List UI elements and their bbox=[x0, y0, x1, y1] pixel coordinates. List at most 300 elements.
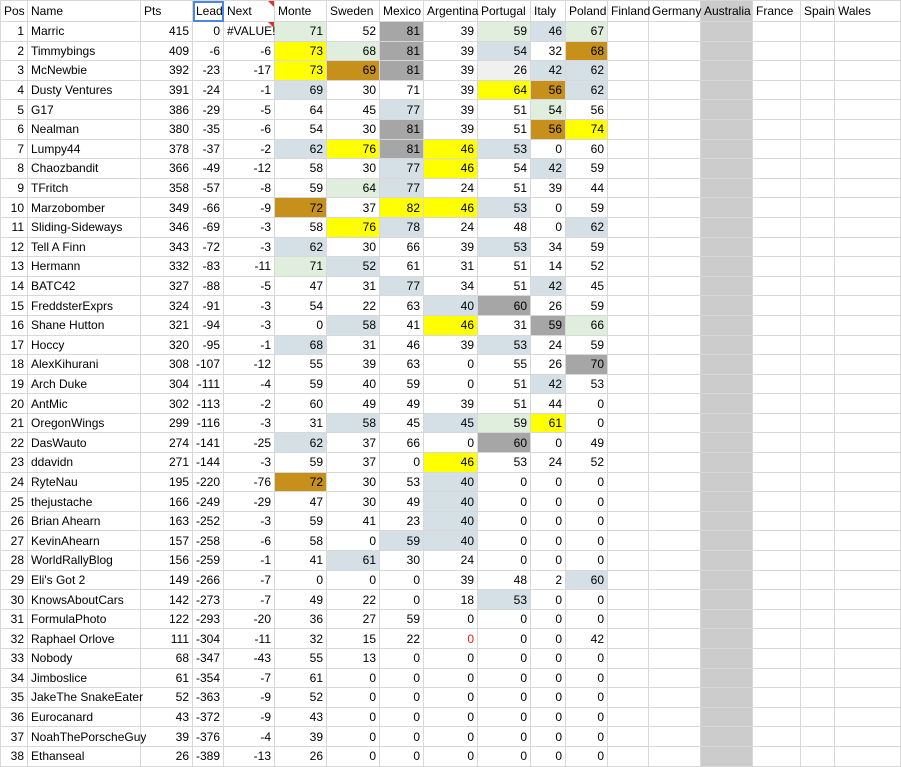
rally-score-cell[interactable]: 77 bbox=[380, 159, 424, 179]
pts-cell[interactable]: 52 bbox=[141, 688, 193, 708]
lead-cell[interactable]: -113 bbox=[193, 394, 224, 414]
rally-score-cell[interactable]: 40 bbox=[424, 531, 478, 551]
name-cell[interactable]: Hermann bbox=[28, 257, 141, 277]
pts-cell[interactable]: 415 bbox=[141, 22, 193, 42]
pts-cell[interactable]: 304 bbox=[141, 374, 193, 394]
empty-cell[interactable] bbox=[835, 217, 901, 237]
next-cell[interactable]: -17 bbox=[224, 61, 275, 81]
empty-cell[interactable] bbox=[608, 746, 649, 766]
empty-cell[interactable] bbox=[701, 276, 753, 296]
rally-score-cell[interactable]: 77 bbox=[380, 100, 424, 120]
empty-cell[interactable] bbox=[608, 531, 649, 551]
rally-score-cell[interactable]: 48 bbox=[478, 217, 531, 237]
rally-score-cell[interactable]: 0 bbox=[566, 688, 608, 708]
rally-score-cell[interactable]: 49 bbox=[380, 492, 424, 512]
rally-score-cell[interactable]: 0 bbox=[531, 668, 566, 688]
empty-cell[interactable] bbox=[649, 217, 701, 237]
rally-score-cell[interactable]: 53 bbox=[566, 374, 608, 394]
rally-score-cell[interactable]: 52 bbox=[327, 257, 380, 277]
rally-score-cell[interactable]: 0 bbox=[531, 649, 566, 669]
rally-score-cell[interactable]: 51 bbox=[478, 374, 531, 394]
rally-score-cell[interactable]: 61 bbox=[380, 257, 424, 277]
empty-cell[interactable] bbox=[801, 472, 835, 492]
empty-cell[interactable] bbox=[701, 472, 753, 492]
empty-cell[interactable] bbox=[649, 649, 701, 669]
column-header-sweden[interactable]: Sweden bbox=[327, 1, 380, 22]
empty-cell[interactable] bbox=[701, 178, 753, 198]
rally-score-cell[interactable]: 0 bbox=[424, 374, 478, 394]
rally-score-cell[interactable]: 81 bbox=[380, 139, 424, 159]
next-cell[interactable]: -1 bbox=[224, 551, 275, 571]
empty-cell[interactable] bbox=[801, 433, 835, 453]
rally-score-cell[interactable]: 0 bbox=[327, 746, 380, 766]
empty-cell[interactable] bbox=[835, 551, 901, 571]
next-cell[interactable]: -76 bbox=[224, 472, 275, 492]
empty-cell[interactable] bbox=[753, 296, 801, 316]
rally-score-cell[interactable]: 42 bbox=[531, 276, 566, 296]
rally-score-cell[interactable]: 39 bbox=[424, 100, 478, 120]
rally-score-cell[interactable]: 52 bbox=[566, 453, 608, 473]
pos-cell[interactable]: 2 bbox=[1, 41, 28, 61]
empty-cell[interactable] bbox=[835, 609, 901, 629]
empty-cell[interactable] bbox=[753, 139, 801, 159]
empty-cell[interactable] bbox=[801, 335, 835, 355]
pts-cell[interactable]: 343 bbox=[141, 237, 193, 257]
rally-score-cell[interactable]: 0 bbox=[380, 649, 424, 669]
rally-score-cell[interactable]: 73 bbox=[275, 61, 327, 81]
empty-cell[interactable] bbox=[649, 355, 701, 375]
rally-score-cell[interactable]: 51 bbox=[478, 119, 531, 139]
empty-cell[interactable] bbox=[649, 335, 701, 355]
empty-cell[interactable] bbox=[835, 257, 901, 277]
rally-score-cell[interactable]: 30 bbox=[327, 492, 380, 512]
empty-cell[interactable] bbox=[835, 570, 901, 590]
rally-score-cell[interactable]: 59 bbox=[275, 178, 327, 198]
next-cell[interactable]: -6 bbox=[224, 531, 275, 551]
empty-cell[interactable] bbox=[835, 100, 901, 120]
empty-cell[interactable] bbox=[701, 688, 753, 708]
empty-cell[interactable] bbox=[608, 237, 649, 257]
rally-score-cell[interactable]: 0 bbox=[424, 433, 478, 453]
pts-cell[interactable]: 61 bbox=[141, 668, 193, 688]
empty-cell[interactable] bbox=[608, 570, 649, 590]
rally-score-cell[interactable]: 31 bbox=[327, 276, 380, 296]
empty-cell[interactable] bbox=[701, 198, 753, 218]
rally-score-cell[interactable]: 0 bbox=[327, 707, 380, 727]
rally-score-cell[interactable]: 24 bbox=[424, 178, 478, 198]
rally-score-cell[interactable]: 58 bbox=[275, 217, 327, 237]
empty-cell[interactable] bbox=[649, 394, 701, 414]
rally-score-cell[interactable]: 45 bbox=[327, 100, 380, 120]
rally-score-cell[interactable]: 0 bbox=[478, 727, 531, 747]
rally-score-cell[interactable]: 46 bbox=[424, 198, 478, 218]
rally-score-cell[interactable]: 59 bbox=[566, 159, 608, 179]
rally-score-cell[interactable]: 59 bbox=[566, 198, 608, 218]
name-cell[interactable]: Eurocanard bbox=[28, 707, 141, 727]
lead-cell[interactable]: -363 bbox=[193, 688, 224, 708]
rally-score-cell[interactable]: 0 bbox=[566, 668, 608, 688]
empty-cell[interactable] bbox=[608, 296, 649, 316]
rally-score-cell[interactable]: 30 bbox=[327, 472, 380, 492]
rally-score-cell[interactable]: 68 bbox=[566, 41, 608, 61]
lead-cell[interactable]: -111 bbox=[193, 374, 224, 394]
pos-cell[interactable]: 36 bbox=[1, 707, 28, 727]
pts-cell[interactable]: 302 bbox=[141, 394, 193, 414]
column-header-monte[interactable]: Monte bbox=[275, 1, 327, 22]
rally-score-cell[interactable]: 26 bbox=[275, 746, 327, 766]
empty-cell[interactable] bbox=[701, 22, 753, 42]
rally-score-cell[interactable]: 81 bbox=[380, 61, 424, 81]
rally-score-cell[interactable]: 22 bbox=[380, 629, 424, 649]
rally-score-cell[interactable]: 0 bbox=[478, 531, 531, 551]
rally-score-cell[interactable]: 0 bbox=[424, 355, 478, 375]
rally-score-cell[interactable]: 39 bbox=[424, 394, 478, 414]
empty-cell[interactable] bbox=[801, 80, 835, 100]
column-header-pos[interactable]: Pos bbox=[1, 1, 28, 22]
rally-score-cell[interactable]: 0 bbox=[566, 413, 608, 433]
empty-cell[interactable] bbox=[801, 355, 835, 375]
empty-cell[interactable] bbox=[801, 22, 835, 42]
empty-cell[interactable] bbox=[649, 139, 701, 159]
name-cell[interactable]: Marric bbox=[28, 22, 141, 42]
empty-cell[interactable] bbox=[649, 22, 701, 42]
next-cell[interactable]: -9 bbox=[224, 198, 275, 218]
empty-cell[interactable] bbox=[608, 551, 649, 571]
pos-cell[interactable]: 38 bbox=[1, 746, 28, 766]
rally-score-cell[interactable]: 0 bbox=[478, 472, 531, 492]
rally-score-cell[interactable]: 0 bbox=[531, 433, 566, 453]
pts-cell[interactable]: 391 bbox=[141, 80, 193, 100]
rally-score-cell[interactable]: 40 bbox=[424, 296, 478, 316]
rally-score-cell[interactable]: 58 bbox=[275, 531, 327, 551]
rally-score-cell[interactable]: 0 bbox=[380, 746, 424, 766]
rally-score-cell[interactable]: 41 bbox=[275, 551, 327, 571]
rally-score-cell[interactable]: 62 bbox=[275, 237, 327, 257]
empty-cell[interactable] bbox=[649, 551, 701, 571]
empty-cell[interactable] bbox=[753, 629, 801, 649]
name-cell[interactable]: Shane Hutton bbox=[28, 315, 141, 335]
rally-score-cell[interactable]: 52 bbox=[566, 257, 608, 277]
empty-cell[interactable] bbox=[801, 178, 835, 198]
empty-cell[interactable] bbox=[701, 629, 753, 649]
name-cell[interactable]: Tell A Finn bbox=[28, 237, 141, 257]
rally-score-cell[interactable]: 53 bbox=[380, 472, 424, 492]
pts-cell[interactable]: 43 bbox=[141, 707, 193, 727]
rally-score-cell[interactable]: 42 bbox=[531, 61, 566, 81]
empty-cell[interactable] bbox=[701, 296, 753, 316]
empty-cell[interactable] bbox=[835, 492, 901, 512]
lead-cell[interactable]: -83 bbox=[193, 257, 224, 277]
empty-cell[interactable] bbox=[701, 511, 753, 531]
rally-score-cell[interactable]: 24 bbox=[424, 217, 478, 237]
pos-cell[interactable]: 6 bbox=[1, 119, 28, 139]
empty-cell[interactable] bbox=[801, 551, 835, 571]
pts-cell[interactable]: 26 bbox=[141, 746, 193, 766]
empty-cell[interactable] bbox=[835, 80, 901, 100]
lead-cell[interactable]: -107 bbox=[193, 355, 224, 375]
rally-score-cell[interactable]: 59 bbox=[275, 511, 327, 531]
empty-cell[interactable] bbox=[835, 727, 901, 747]
empty-cell[interactable] bbox=[649, 159, 701, 179]
next-cell[interactable]: -12 bbox=[224, 355, 275, 375]
empty-cell[interactable] bbox=[835, 629, 901, 649]
empty-cell[interactable] bbox=[835, 688, 901, 708]
empty-cell[interactable] bbox=[608, 609, 649, 629]
rally-score-cell[interactable]: 0 bbox=[566, 609, 608, 629]
rally-score-cell[interactable]: 67 bbox=[566, 22, 608, 42]
rally-score-cell[interactable]: 0 bbox=[327, 570, 380, 590]
rally-score-cell[interactable]: 51 bbox=[478, 178, 531, 198]
empty-cell[interactable] bbox=[608, 178, 649, 198]
pos-cell[interactable]: 12 bbox=[1, 237, 28, 257]
rally-score-cell[interactable]: 0 bbox=[566, 707, 608, 727]
rally-score-cell[interactable]: 46 bbox=[424, 159, 478, 179]
rally-score-cell[interactable]: 0 bbox=[531, 139, 566, 159]
empty-cell[interactable] bbox=[701, 727, 753, 747]
empty-cell[interactable] bbox=[608, 139, 649, 159]
empty-cell[interactable] bbox=[701, 590, 753, 610]
lead-cell[interactable]: -220 bbox=[193, 472, 224, 492]
lead-cell[interactable]: -376 bbox=[193, 727, 224, 747]
next-cell[interactable]: -5 bbox=[224, 100, 275, 120]
name-cell[interactable]: Timmybings bbox=[28, 41, 141, 61]
empty-cell[interactable] bbox=[649, 61, 701, 81]
empty-cell[interactable] bbox=[835, 335, 901, 355]
empty-cell[interactable] bbox=[701, 355, 753, 375]
lead-cell[interactable]: -249 bbox=[193, 492, 224, 512]
rally-score-cell[interactable]: 76 bbox=[327, 139, 380, 159]
lead-cell[interactable]: -389 bbox=[193, 746, 224, 766]
rally-score-cell[interactable]: 54 bbox=[531, 100, 566, 120]
rally-score-cell[interactable]: 56 bbox=[531, 80, 566, 100]
rally-score-cell[interactable]: 0 bbox=[531, 727, 566, 747]
empty-cell[interactable] bbox=[753, 257, 801, 277]
empty-cell[interactable] bbox=[801, 276, 835, 296]
pts-cell[interactable]: 163 bbox=[141, 511, 193, 531]
rally-score-cell[interactable]: 76 bbox=[327, 217, 380, 237]
lead-cell[interactable]: -35 bbox=[193, 119, 224, 139]
name-cell[interactable]: Brian Ahearn bbox=[28, 511, 141, 531]
empty-cell[interactable] bbox=[701, 61, 753, 81]
rally-score-cell[interactable]: 51 bbox=[478, 100, 531, 120]
pts-cell[interactable]: 392 bbox=[141, 61, 193, 81]
pos-cell[interactable]: 35 bbox=[1, 688, 28, 708]
next-cell[interactable]: -2 bbox=[224, 394, 275, 414]
empty-cell[interactable] bbox=[801, 394, 835, 414]
pos-cell[interactable]: 15 bbox=[1, 296, 28, 316]
empty-cell[interactable] bbox=[753, 315, 801, 335]
rally-score-cell[interactable]: 26 bbox=[478, 61, 531, 81]
empty-cell[interactable] bbox=[701, 374, 753, 394]
pts-cell[interactable]: 366 bbox=[141, 159, 193, 179]
rally-score-cell[interactable]: 66 bbox=[380, 237, 424, 257]
rally-score-cell[interactable]: 0 bbox=[531, 217, 566, 237]
rally-score-cell[interactable]: 56 bbox=[531, 119, 566, 139]
rally-score-cell[interactable]: 42 bbox=[531, 159, 566, 179]
rally-score-cell[interactable]: 0 bbox=[566, 394, 608, 414]
name-cell[interactable]: DasWauto bbox=[28, 433, 141, 453]
name-cell[interactable]: ddavidn bbox=[28, 453, 141, 473]
empty-cell[interactable] bbox=[608, 511, 649, 531]
rally-score-cell[interactable]: 53 bbox=[478, 237, 531, 257]
pts-cell[interactable]: 321 bbox=[141, 315, 193, 335]
rally-score-cell[interactable]: 69 bbox=[275, 80, 327, 100]
rally-score-cell[interactable]: 24 bbox=[424, 551, 478, 571]
rally-score-cell[interactable]: 48 bbox=[478, 570, 531, 590]
pos-cell[interactable]: 28 bbox=[1, 551, 28, 571]
name-cell[interactable]: Dusty Ventures bbox=[28, 80, 141, 100]
rally-score-cell[interactable]: 47 bbox=[275, 276, 327, 296]
empty-cell[interactable] bbox=[835, 707, 901, 727]
empty-cell[interactable] bbox=[835, 296, 901, 316]
pts-cell[interactable]: 195 bbox=[141, 472, 193, 492]
pos-cell[interactable]: 27 bbox=[1, 531, 28, 551]
column-header-italy[interactable]: Italy bbox=[531, 1, 566, 22]
empty-cell[interactable] bbox=[835, 649, 901, 669]
empty-cell[interactable] bbox=[649, 178, 701, 198]
rally-score-cell[interactable]: 0 bbox=[566, 727, 608, 747]
empty-cell[interactable] bbox=[701, 217, 753, 237]
rally-score-cell[interactable]: 39 bbox=[424, 61, 478, 81]
rally-score-cell[interactable]: 63 bbox=[380, 355, 424, 375]
lead-cell[interactable]: -72 bbox=[193, 237, 224, 257]
name-cell[interactable]: WorldRallyBlog bbox=[28, 551, 141, 571]
empty-cell[interactable] bbox=[753, 590, 801, 610]
rally-score-cell[interactable]: 59 bbox=[566, 335, 608, 355]
empty-cell[interactable] bbox=[701, 668, 753, 688]
rally-score-cell[interactable]: 0 bbox=[531, 590, 566, 610]
empty-cell[interactable] bbox=[701, 609, 753, 629]
next-cell[interactable]: -20 bbox=[224, 609, 275, 629]
empty-cell[interactable] bbox=[801, 492, 835, 512]
rally-score-cell[interactable]: 62 bbox=[275, 433, 327, 453]
rally-score-cell[interactable]: 0 bbox=[531, 746, 566, 766]
name-cell[interactable]: BATC42 bbox=[28, 276, 141, 296]
column-header-argentina[interactable]: Argentina bbox=[424, 1, 478, 22]
rally-score-cell[interactable]: 59 bbox=[380, 609, 424, 629]
rally-score-cell[interactable]: 0 bbox=[327, 531, 380, 551]
next-cell[interactable]: -4 bbox=[224, 374, 275, 394]
empty-cell[interactable] bbox=[649, 315, 701, 335]
rally-score-cell[interactable]: 59 bbox=[566, 296, 608, 316]
rally-score-cell[interactable]: 0 bbox=[424, 727, 478, 747]
pts-cell[interactable]: 166 bbox=[141, 492, 193, 512]
column-header-portugal[interactable]: Portugal bbox=[478, 1, 531, 22]
name-cell[interactable]: Ethanseal bbox=[28, 746, 141, 766]
empty-cell[interactable] bbox=[753, 433, 801, 453]
rally-score-cell[interactable]: 0 bbox=[478, 492, 531, 512]
empty-cell[interactable] bbox=[835, 119, 901, 139]
rally-score-cell[interactable]: 51 bbox=[478, 257, 531, 277]
empty-cell[interactable] bbox=[701, 159, 753, 179]
empty-cell[interactable] bbox=[835, 315, 901, 335]
rally-score-cell[interactable]: 0 bbox=[327, 668, 380, 688]
lead-cell[interactable]: -293 bbox=[193, 609, 224, 629]
name-cell[interactable]: KnowsAboutCars bbox=[28, 590, 141, 610]
pts-cell[interactable]: 68 bbox=[141, 649, 193, 669]
empty-cell[interactable] bbox=[608, 315, 649, 335]
empty-cell[interactable] bbox=[801, 237, 835, 257]
next-cell[interactable]: -11 bbox=[224, 629, 275, 649]
rally-score-cell[interactable]: 68 bbox=[275, 335, 327, 355]
lead-cell[interactable]: -266 bbox=[193, 570, 224, 590]
name-cell[interactable]: Sliding-Sideways bbox=[28, 217, 141, 237]
empty-cell[interactable] bbox=[801, 707, 835, 727]
pos-cell[interactable]: 18 bbox=[1, 355, 28, 375]
rally-score-cell[interactable]: 27 bbox=[327, 609, 380, 629]
pts-cell[interactable]: 320 bbox=[141, 335, 193, 355]
empty-cell[interactable] bbox=[801, 374, 835, 394]
rally-score-cell[interactable]: 0 bbox=[478, 629, 531, 649]
empty-cell[interactable] bbox=[753, 178, 801, 198]
pos-cell[interactable]: 4 bbox=[1, 80, 28, 100]
pos-cell[interactable]: 29 bbox=[1, 570, 28, 590]
rally-score-cell[interactable]: 39 bbox=[424, 335, 478, 355]
rally-score-cell[interactable]: 46 bbox=[424, 453, 478, 473]
pos-cell[interactable]: 26 bbox=[1, 511, 28, 531]
rally-score-cell[interactable]: 42 bbox=[566, 629, 608, 649]
rally-score-cell[interactable]: 0 bbox=[424, 609, 478, 629]
rally-score-cell[interactable]: 0 bbox=[531, 551, 566, 571]
pts-cell[interactable]: 332 bbox=[141, 257, 193, 277]
column-header-france[interactable]: France bbox=[753, 1, 801, 22]
next-cell[interactable]: -12 bbox=[224, 159, 275, 179]
rally-score-cell[interactable]: 53 bbox=[478, 590, 531, 610]
next-cell[interactable]: #VALUE! bbox=[224, 22, 275, 42]
empty-cell[interactable] bbox=[649, 276, 701, 296]
empty-cell[interactable] bbox=[835, 237, 901, 257]
empty-cell[interactable] bbox=[753, 374, 801, 394]
pts-cell[interactable]: 327 bbox=[141, 276, 193, 296]
empty-cell[interactable] bbox=[801, 727, 835, 747]
lead-cell[interactable]: -259 bbox=[193, 551, 224, 571]
pos-cell[interactable]: 10 bbox=[1, 198, 28, 218]
empty-cell[interactable] bbox=[608, 257, 649, 277]
next-cell[interactable]: -1 bbox=[224, 335, 275, 355]
rally-score-cell[interactable]: 0 bbox=[566, 649, 608, 669]
lead-cell[interactable]: -95 bbox=[193, 335, 224, 355]
empty-cell[interactable] bbox=[649, 531, 701, 551]
empty-cell[interactable] bbox=[608, 61, 649, 81]
rally-score-cell[interactable]: 49 bbox=[566, 433, 608, 453]
rally-score-cell[interactable]: 0 bbox=[327, 688, 380, 708]
next-cell[interactable]: -3 bbox=[224, 511, 275, 531]
rally-score-cell[interactable]: 62 bbox=[566, 80, 608, 100]
empty-cell[interactable] bbox=[753, 119, 801, 139]
lead-cell[interactable]: -116 bbox=[193, 413, 224, 433]
empty-cell[interactable] bbox=[649, 433, 701, 453]
empty-cell[interactable] bbox=[649, 119, 701, 139]
empty-cell[interactable] bbox=[649, 570, 701, 590]
name-cell[interactable]: Marzobomber bbox=[28, 198, 141, 218]
empty-cell[interactable] bbox=[608, 727, 649, 747]
pos-cell[interactable]: 11 bbox=[1, 217, 28, 237]
empty-cell[interactable] bbox=[801, 159, 835, 179]
pts-cell[interactable]: 39 bbox=[141, 727, 193, 747]
rally-score-cell[interactable]: 58 bbox=[327, 413, 380, 433]
empty-cell[interactable] bbox=[608, 355, 649, 375]
rally-score-cell[interactable]: 32 bbox=[275, 629, 327, 649]
empty-cell[interactable] bbox=[608, 159, 649, 179]
lead-cell[interactable]: -23 bbox=[193, 61, 224, 81]
name-cell[interactable]: TFritch bbox=[28, 178, 141, 198]
next-cell[interactable]: -13 bbox=[224, 746, 275, 766]
empty-cell[interactable] bbox=[701, 80, 753, 100]
rally-score-cell[interactable]: 62 bbox=[566, 217, 608, 237]
column-header-germany[interactable]: Germany bbox=[649, 1, 701, 22]
empty-cell[interactable] bbox=[608, 590, 649, 610]
rally-score-cell[interactable]: 0 bbox=[478, 668, 531, 688]
